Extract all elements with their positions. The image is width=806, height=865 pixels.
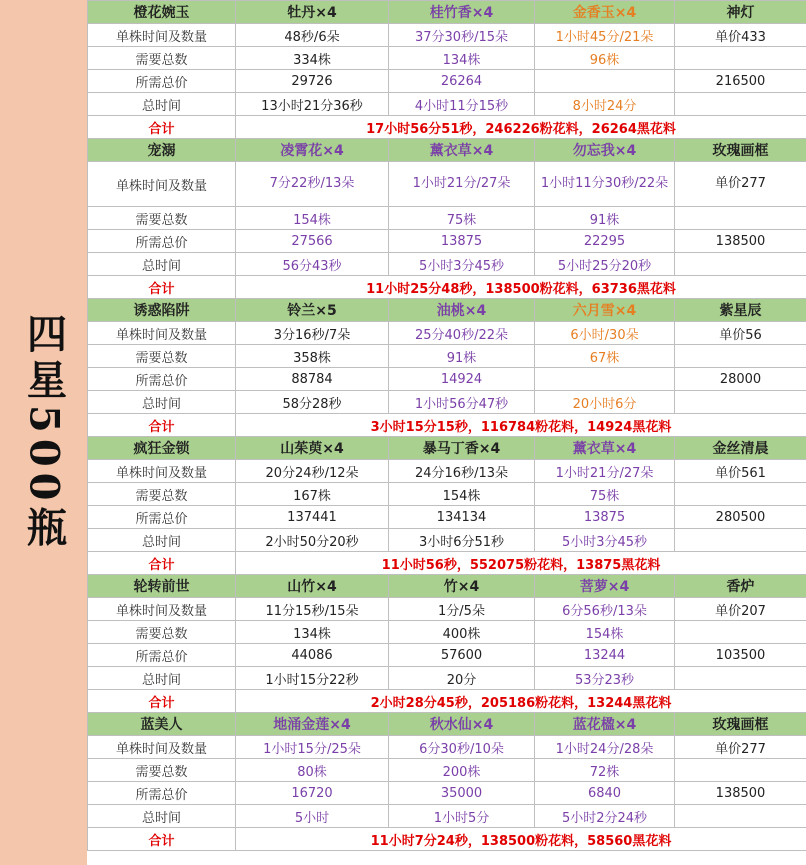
- table-cell: [675, 47, 806, 70]
- row-label: 单株时间及数量: [88, 460, 236, 483]
- total-value: 11小时25分48秒，138500粉花料，63736黑花料: [236, 276, 806, 299]
- table-cell: [675, 253, 806, 276]
- table-row: [88, 782, 806, 805]
- table-cell: 3小时6分51秒: [389, 529, 535, 552]
- table-row: [88, 322, 806, 345]
- ingredient-header: 秋水仙×4: [389, 713, 535, 736]
- table-row: [88, 345, 806, 368]
- table-cell: 334株: [236, 47, 389, 70]
- ingredient-header: 六月雪×4: [535, 299, 675, 322]
- table-cell: 167株: [236, 483, 389, 506]
- table-cell: 75株: [535, 483, 675, 506]
- table-cell: 35000: [389, 782, 535, 805]
- table-cell: 1分/5朵: [389, 598, 535, 621]
- table-row: [88, 207, 806, 230]
- table-cell: 91株: [535, 207, 675, 230]
- table-cell: 14924: [389, 368, 535, 391]
- table-row: [88, 47, 806, 70]
- table-cell: [675, 483, 806, 506]
- table-cell: 72株: [535, 759, 675, 782]
- table-cell: 单价561: [675, 460, 806, 483]
- table-cell: 28000: [675, 368, 806, 391]
- table-cell: 138500: [675, 230, 806, 253]
- table-cell: 1小时11分30秒/22朵: [535, 162, 675, 207]
- section-header-row: [88, 299, 806, 322]
- row-label: 总时间: [88, 529, 236, 552]
- table-cell: 67株: [535, 345, 675, 368]
- ingredient-header: 桂竹香×4: [389, 1, 535, 24]
- table-row: [88, 644, 806, 667]
- recipe-table: [87, 0, 806, 851]
- ingredient-header: 金香玉×4: [535, 1, 675, 24]
- ingredient-header: 薰衣草×4: [535, 437, 675, 460]
- table-cell: 1小时24分/28朵: [535, 736, 675, 759]
- table-cell: 103500: [675, 644, 806, 667]
- table-cell: 20小时6分: [535, 391, 675, 414]
- table-cell: [535, 368, 675, 391]
- table-cell: 137441: [236, 506, 389, 529]
- table-cell: 29726: [236, 70, 389, 93]
- table-cell: 5小时25分20秒: [535, 253, 675, 276]
- table-cell: 5小时2分24秒: [535, 805, 675, 828]
- section-title: 宠溺: [88, 139, 236, 162]
- total-label: 合计: [88, 690, 236, 713]
- table-cell: 13875: [535, 506, 675, 529]
- row-label: 需要总数: [88, 207, 236, 230]
- section-title: 蓝美人: [88, 713, 236, 736]
- total-value: 11小时56秒，552075粉花料，13875黑花料: [236, 552, 806, 575]
- table-cell: 1小时21分/27朵: [389, 162, 535, 207]
- ingredient-header: 菩萝×4: [535, 575, 675, 598]
- section-header-row: [88, 713, 806, 736]
- table-cell: 75株: [389, 207, 535, 230]
- section-header-row: [88, 139, 806, 162]
- table-body: [88, 1, 806, 851]
- table-row: [88, 621, 806, 644]
- total-value: 3小时15分15秒，116784粉花料，14924黑花料: [236, 414, 806, 437]
- total-label: 合计: [88, 276, 236, 299]
- table-cell: 400株: [389, 621, 535, 644]
- table-cell: 1小时15分22秒: [236, 667, 389, 690]
- table-cell: 53分23秒: [535, 667, 675, 690]
- ingredient-header: 香炉: [675, 575, 806, 598]
- table-cell: 80株: [236, 759, 389, 782]
- table-cell: 25分40秒/22朵: [389, 322, 535, 345]
- total-row: [88, 276, 806, 299]
- table-cell: 2小时50分20秒: [236, 529, 389, 552]
- total-label: 合计: [88, 116, 236, 139]
- ingredient-header: 暴马丁香×4: [389, 437, 535, 460]
- table-cell: 单价277: [675, 736, 806, 759]
- table-cell: 8小时24分: [535, 93, 675, 116]
- table-cell: 5小时3分45秒: [389, 253, 535, 276]
- row-label: 需要总数: [88, 345, 236, 368]
- table-row: [88, 93, 806, 116]
- total-row: [88, 414, 806, 437]
- ingredient-header: 勿忘我×4: [535, 139, 675, 162]
- table-cell: 3分16秒/7朵: [236, 322, 389, 345]
- table-cell: 5小时: [236, 805, 389, 828]
- ingredient-header: 金丝清晨: [675, 437, 806, 460]
- table-cell: 96株: [535, 47, 675, 70]
- total-row: [88, 690, 806, 713]
- table-cell: 22295: [535, 230, 675, 253]
- row-label: 单株时间及数量: [88, 322, 236, 345]
- row-label: 需要总数: [88, 621, 236, 644]
- row-label: 需要总数: [88, 759, 236, 782]
- table-cell: [675, 805, 806, 828]
- table-row: [88, 506, 806, 529]
- table-cell: 单价207: [675, 598, 806, 621]
- table-cell: 37分30秒/15朵: [389, 24, 535, 47]
- row-label: 单株时间及数量: [88, 736, 236, 759]
- row-label: 总时间: [88, 391, 236, 414]
- table-row: [88, 24, 806, 47]
- row-label: 总时间: [88, 805, 236, 828]
- table-cell: 24分16秒/13朵: [389, 460, 535, 483]
- table-cell: 154株: [236, 207, 389, 230]
- table-cell: [675, 621, 806, 644]
- table-cell: 57600: [389, 644, 535, 667]
- table-cell: 16720: [236, 782, 389, 805]
- total-label: 合计: [88, 414, 236, 437]
- section-title: 橙花婉玉: [88, 1, 236, 24]
- ingredient-header: 紫星辰: [675, 299, 806, 322]
- table-cell: 13小时21分36秒: [236, 93, 389, 116]
- table-row: [88, 460, 806, 483]
- ingredient-header: 竹×4: [389, 575, 535, 598]
- table-cell: 280500: [675, 506, 806, 529]
- table-cell: [675, 759, 806, 782]
- total-value: 2小时28分45秒，205186粉花料，13244黑花料: [236, 690, 806, 713]
- row-label: 总时间: [88, 667, 236, 690]
- row-label: 所需总价: [88, 782, 236, 805]
- section-title: 轮转前世: [88, 575, 236, 598]
- table-cell: 134株: [236, 621, 389, 644]
- table-cell: 20分24秒/12朵: [236, 460, 389, 483]
- table-cell: 1小时15分/25朵: [236, 736, 389, 759]
- table-cell: 154株: [535, 621, 675, 644]
- table-cell: 6分56秒/13朵: [535, 598, 675, 621]
- ingredient-header: 薰衣草×4: [389, 139, 535, 162]
- table-cell: 单价277: [675, 162, 806, 207]
- ingredient-header: 地涌金莲×4: [236, 713, 389, 736]
- table-row: [88, 529, 806, 552]
- total-row: [88, 552, 806, 575]
- table-cell: 88784: [236, 368, 389, 391]
- section-header-row: [88, 575, 806, 598]
- table-cell: 26264: [389, 70, 535, 93]
- row-label: 单株时间及数量: [88, 24, 236, 47]
- table-row: [88, 230, 806, 253]
- table-row: [88, 759, 806, 782]
- ingredient-header: 铃兰×5: [236, 299, 389, 322]
- table-cell: 单价433: [675, 24, 806, 47]
- section-header-row: [88, 437, 806, 460]
- table-cell: 20分: [389, 667, 535, 690]
- row-label: 所需总价: [88, 368, 236, 391]
- table-cell: [675, 345, 806, 368]
- table-cell: 1小时21分/27朵: [535, 460, 675, 483]
- table-cell: 216500: [675, 70, 806, 93]
- table-cell: 200株: [389, 759, 535, 782]
- row-label: 需要总数: [88, 47, 236, 70]
- table-cell: 154株: [389, 483, 535, 506]
- table-row: [88, 70, 806, 93]
- ingredient-header: 山竹×4: [236, 575, 389, 598]
- table-row: [88, 483, 806, 506]
- total-row: [88, 116, 806, 139]
- row-label: 所需总价: [88, 644, 236, 667]
- ingredient-header: 神灯: [675, 1, 806, 24]
- table-wrapper: [87, 0, 806, 851]
- table-cell: 13875: [389, 230, 535, 253]
- table-row: [88, 253, 806, 276]
- table-cell: 6840: [535, 782, 675, 805]
- table-cell: [675, 391, 806, 414]
- ingredient-header: 玫瑰画框: [675, 139, 806, 162]
- table-row: [88, 667, 806, 690]
- row-label: 总时间: [88, 93, 236, 116]
- total-value: 11小时7分24秒，138500粉花料，58560黑花料: [236, 828, 806, 851]
- table-cell: 134株: [389, 47, 535, 70]
- table-row: [88, 736, 806, 759]
- side-label: 四星500瓶: [20, 312, 68, 553]
- table-cell: 44086: [236, 644, 389, 667]
- total-label: 合计: [88, 552, 236, 575]
- table-cell: 91株: [389, 345, 535, 368]
- side-panel: [0, 0, 87, 865]
- table-cell: 1小时56分47秒: [389, 391, 535, 414]
- table-cell: [675, 207, 806, 230]
- table-cell: 7分22秒/13朵: [236, 162, 389, 207]
- section-title: 诱惑陷阱: [88, 299, 236, 322]
- table-cell: 134134: [389, 506, 535, 529]
- ingredient-header: 山茱萸×4: [236, 437, 389, 460]
- ingredient-header: 牡丹×4: [236, 1, 389, 24]
- ingredient-header: 凌霄花×4: [236, 139, 389, 162]
- ingredient-header: 蓝花楹×4: [535, 713, 675, 736]
- total-value: 17小时56分51秒，246226粉花料，26264黑花料: [236, 116, 806, 139]
- table-cell: 4小时11分15秒: [389, 93, 535, 116]
- row-label: 单株时间及数量: [88, 162, 236, 207]
- section-header-row: [88, 1, 806, 24]
- row-label: 总时间: [88, 253, 236, 276]
- section-title: 疯狂金锁: [88, 437, 236, 460]
- table-cell: 6分30秒/10朵: [389, 736, 535, 759]
- total-row: [88, 828, 806, 851]
- table-cell: [675, 529, 806, 552]
- table-cell: [535, 70, 675, 93]
- row-label: 单株时间及数量: [88, 598, 236, 621]
- table-cell: 138500: [675, 782, 806, 805]
- ingredient-header: 油桃×4: [389, 299, 535, 322]
- table-cell: 58分28秒: [236, 391, 389, 414]
- table-cell: 48秒/6朵: [236, 24, 389, 47]
- row-label: 所需总价: [88, 506, 236, 529]
- table-cell: 27566: [236, 230, 389, 253]
- table-row: [88, 368, 806, 391]
- table-cell: 6小时/30朵: [535, 322, 675, 345]
- table-cell: [675, 667, 806, 690]
- table-cell: 13244: [535, 644, 675, 667]
- table-cell: 5小时3分45秒: [535, 529, 675, 552]
- total-label: 合计: [88, 828, 236, 851]
- table-cell: 11分15秒/15朵: [236, 598, 389, 621]
- table-row: [88, 598, 806, 621]
- table-cell: 1小时5分: [389, 805, 535, 828]
- table-cell: [675, 93, 806, 116]
- table-cell: 56分43秒: [236, 253, 389, 276]
- table-cell: 单价56: [675, 322, 806, 345]
- table-cell: 358株: [236, 345, 389, 368]
- table-row: [88, 162, 806, 207]
- table-cell: 1小时45分/21朵: [535, 24, 675, 47]
- row-label: 需要总数: [88, 483, 236, 506]
- ingredient-header: 玫瑰画框: [675, 713, 806, 736]
- table-row: [88, 391, 806, 414]
- row-label: 所需总价: [88, 70, 236, 93]
- row-label: 所需总价: [88, 230, 236, 253]
- table-row: [88, 805, 806, 828]
